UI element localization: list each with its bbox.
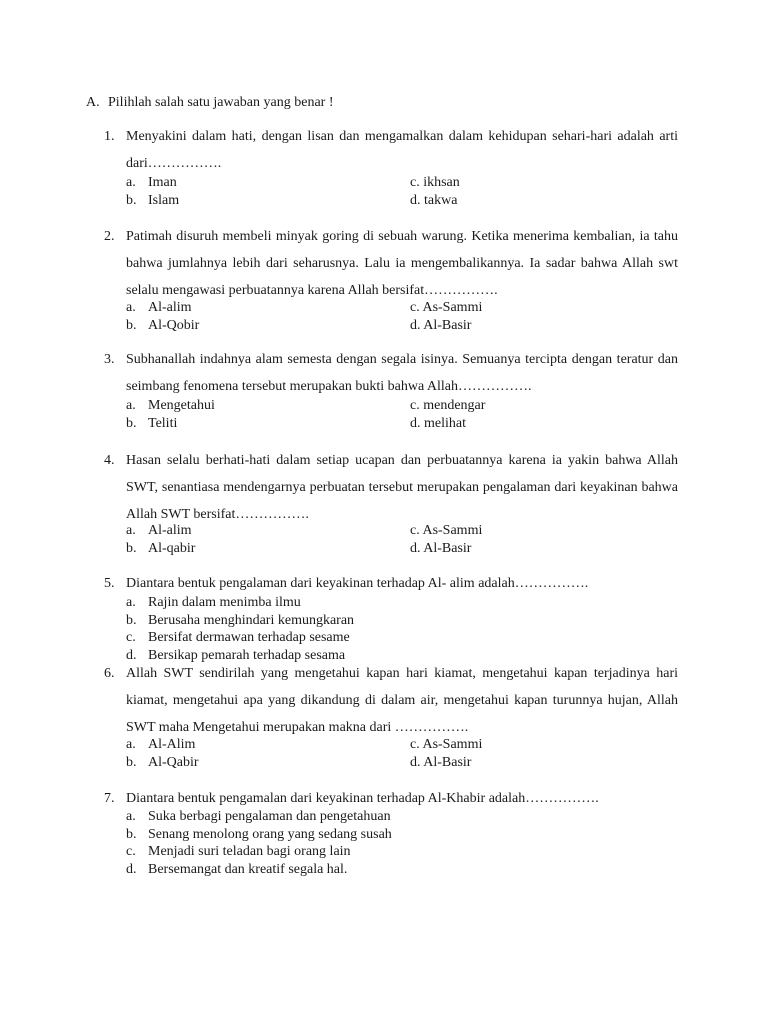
option-grid [126,736,686,771]
option-b[interactable]: b. Islam [126,192,180,208]
option-c[interactable]: c. As-Sammi [410,300,483,315]
question-number: 7. [104,791,115,806]
question-text: Subhanallah indahnya alam semesta dengan segala isinya. Semuanya tercipta dengan teratur dan seimbang fenomena tersebut merupakan bukti bahwa Allah……………. [126,352,678,394]
option-a[interactable]: a. Suka berbagi pengalaman dan pengetahuan [126,809,391,824]
question-text: Allah SWT sendirilah yang mengetahui kapan hari kiamat, mengetahui kapan terjadinya hari kiamat, mengetahui apa yang dikandung di dalam air, mengetahui kapan turunnya hujan, Allah SWT maha Mengetahui merupakan makna dari ……………. [126,666,678,735]
section-header [86,94,333,112]
option-a[interactable]: a. Rajin dalam menimba ilmu [126,595,301,610]
option-a[interactable]: a. Al-Alim [126,737,196,752]
option-grid [126,174,686,209]
option-c[interactable]: c. Menjadi suri teladan bagi orang lain [126,844,351,859]
question-number: 2. [104,229,115,244]
question-text: Hasan selalu berhati-hati dalam setiap ucapan dan perbuatannya karena ia yakin bahwa Allah SWT, senantiasa mendengarnya perbuatan tersebut merupakan pengalaman dari keyakinan bahwa Allah SWT bersifat……………. [126,453,678,522]
option-grid [126,299,686,334]
option-a[interactable]: a. Mengetahui [126,398,215,413]
option-d[interactable]: d. Bersikap pemarah terhadap sesama [126,647,346,663]
option-grid [126,522,686,557]
option-list [126,808,686,878]
option-c[interactable]: c. As-Sammi [410,523,483,538]
question-number: 1. [104,129,115,144]
option-c[interactable]: c. mendengar [410,398,486,413]
option-b[interactable]: b. Al-qabir [126,540,196,556]
option-c[interactable]: c. As-Sammi [410,737,483,752]
question-number: 5. [104,576,115,591]
option-d[interactable]: d. Al-Basir [410,540,472,556]
option-list [126,594,686,664]
option-b[interactable]: b. Al-Qabir [126,754,199,770]
option-b[interactable]: b. Senang menolong orang yang sedang susah [126,826,392,842]
question-number: 3. [104,352,115,367]
option-a[interactable]: a. Iman [126,175,177,190]
option-d[interactable]: d. Al-Basir [410,317,472,333]
option-d[interactable]: d. takwa [410,192,458,208]
section-letter: A. [86,95,100,110]
option-a[interactable]: a. Al-alim [126,300,192,315]
question-number: 6. [104,666,115,681]
question-text: Patimah disuruh membeli minyak goring di sebuah warung. Ketika menerima kembalian, ia tahu bahwa jumlahnya lebih dari seharusnya. Lalu ia mengembalikannya. Ia sadar bahwa Allah swt selalu mengawasi perbuatannya karena Allah bersifat……………. [126,229,678,298]
option-d[interactable]: d. melihat [410,415,466,431]
option-grid [126,397,686,432]
question-number: 4. [104,453,115,468]
question-text: Menyakini dalam hati, dengan lisan dan mengamalkan dalam kehidupan sehari-hari adalah arti dari……………. [126,129,678,171]
question-text: Diantara bentuk pengamalan dari keyakinan terhadap Al-Khabir adalah……………. [126,791,599,806]
option-d[interactable]: d. Bersemangat dan kreatif segala hal. [126,861,348,877]
question-text: Diantara bentuk pengalaman dari keyakinan terhadap Al- alim adalah……………. [126,576,589,591]
section-instruction: Pilihlah salah satu jawaban yang benar ! [108,95,334,110]
option-c[interactable]: c. Bersifat dermawan terhadap sesame [126,630,350,645]
option-b[interactable]: b. Berusaha menghindari kemungkaran [126,612,355,628]
option-a[interactable]: a. Al-alim [126,523,192,538]
option-d[interactable]: d. Al-Basir [410,754,472,770]
option-c[interactable]: c. ikhsan [410,175,460,190]
option-b[interactable]: b. Teliti [126,415,178,431]
option-b[interactable]: b. Al-Qobir [126,317,200,333]
